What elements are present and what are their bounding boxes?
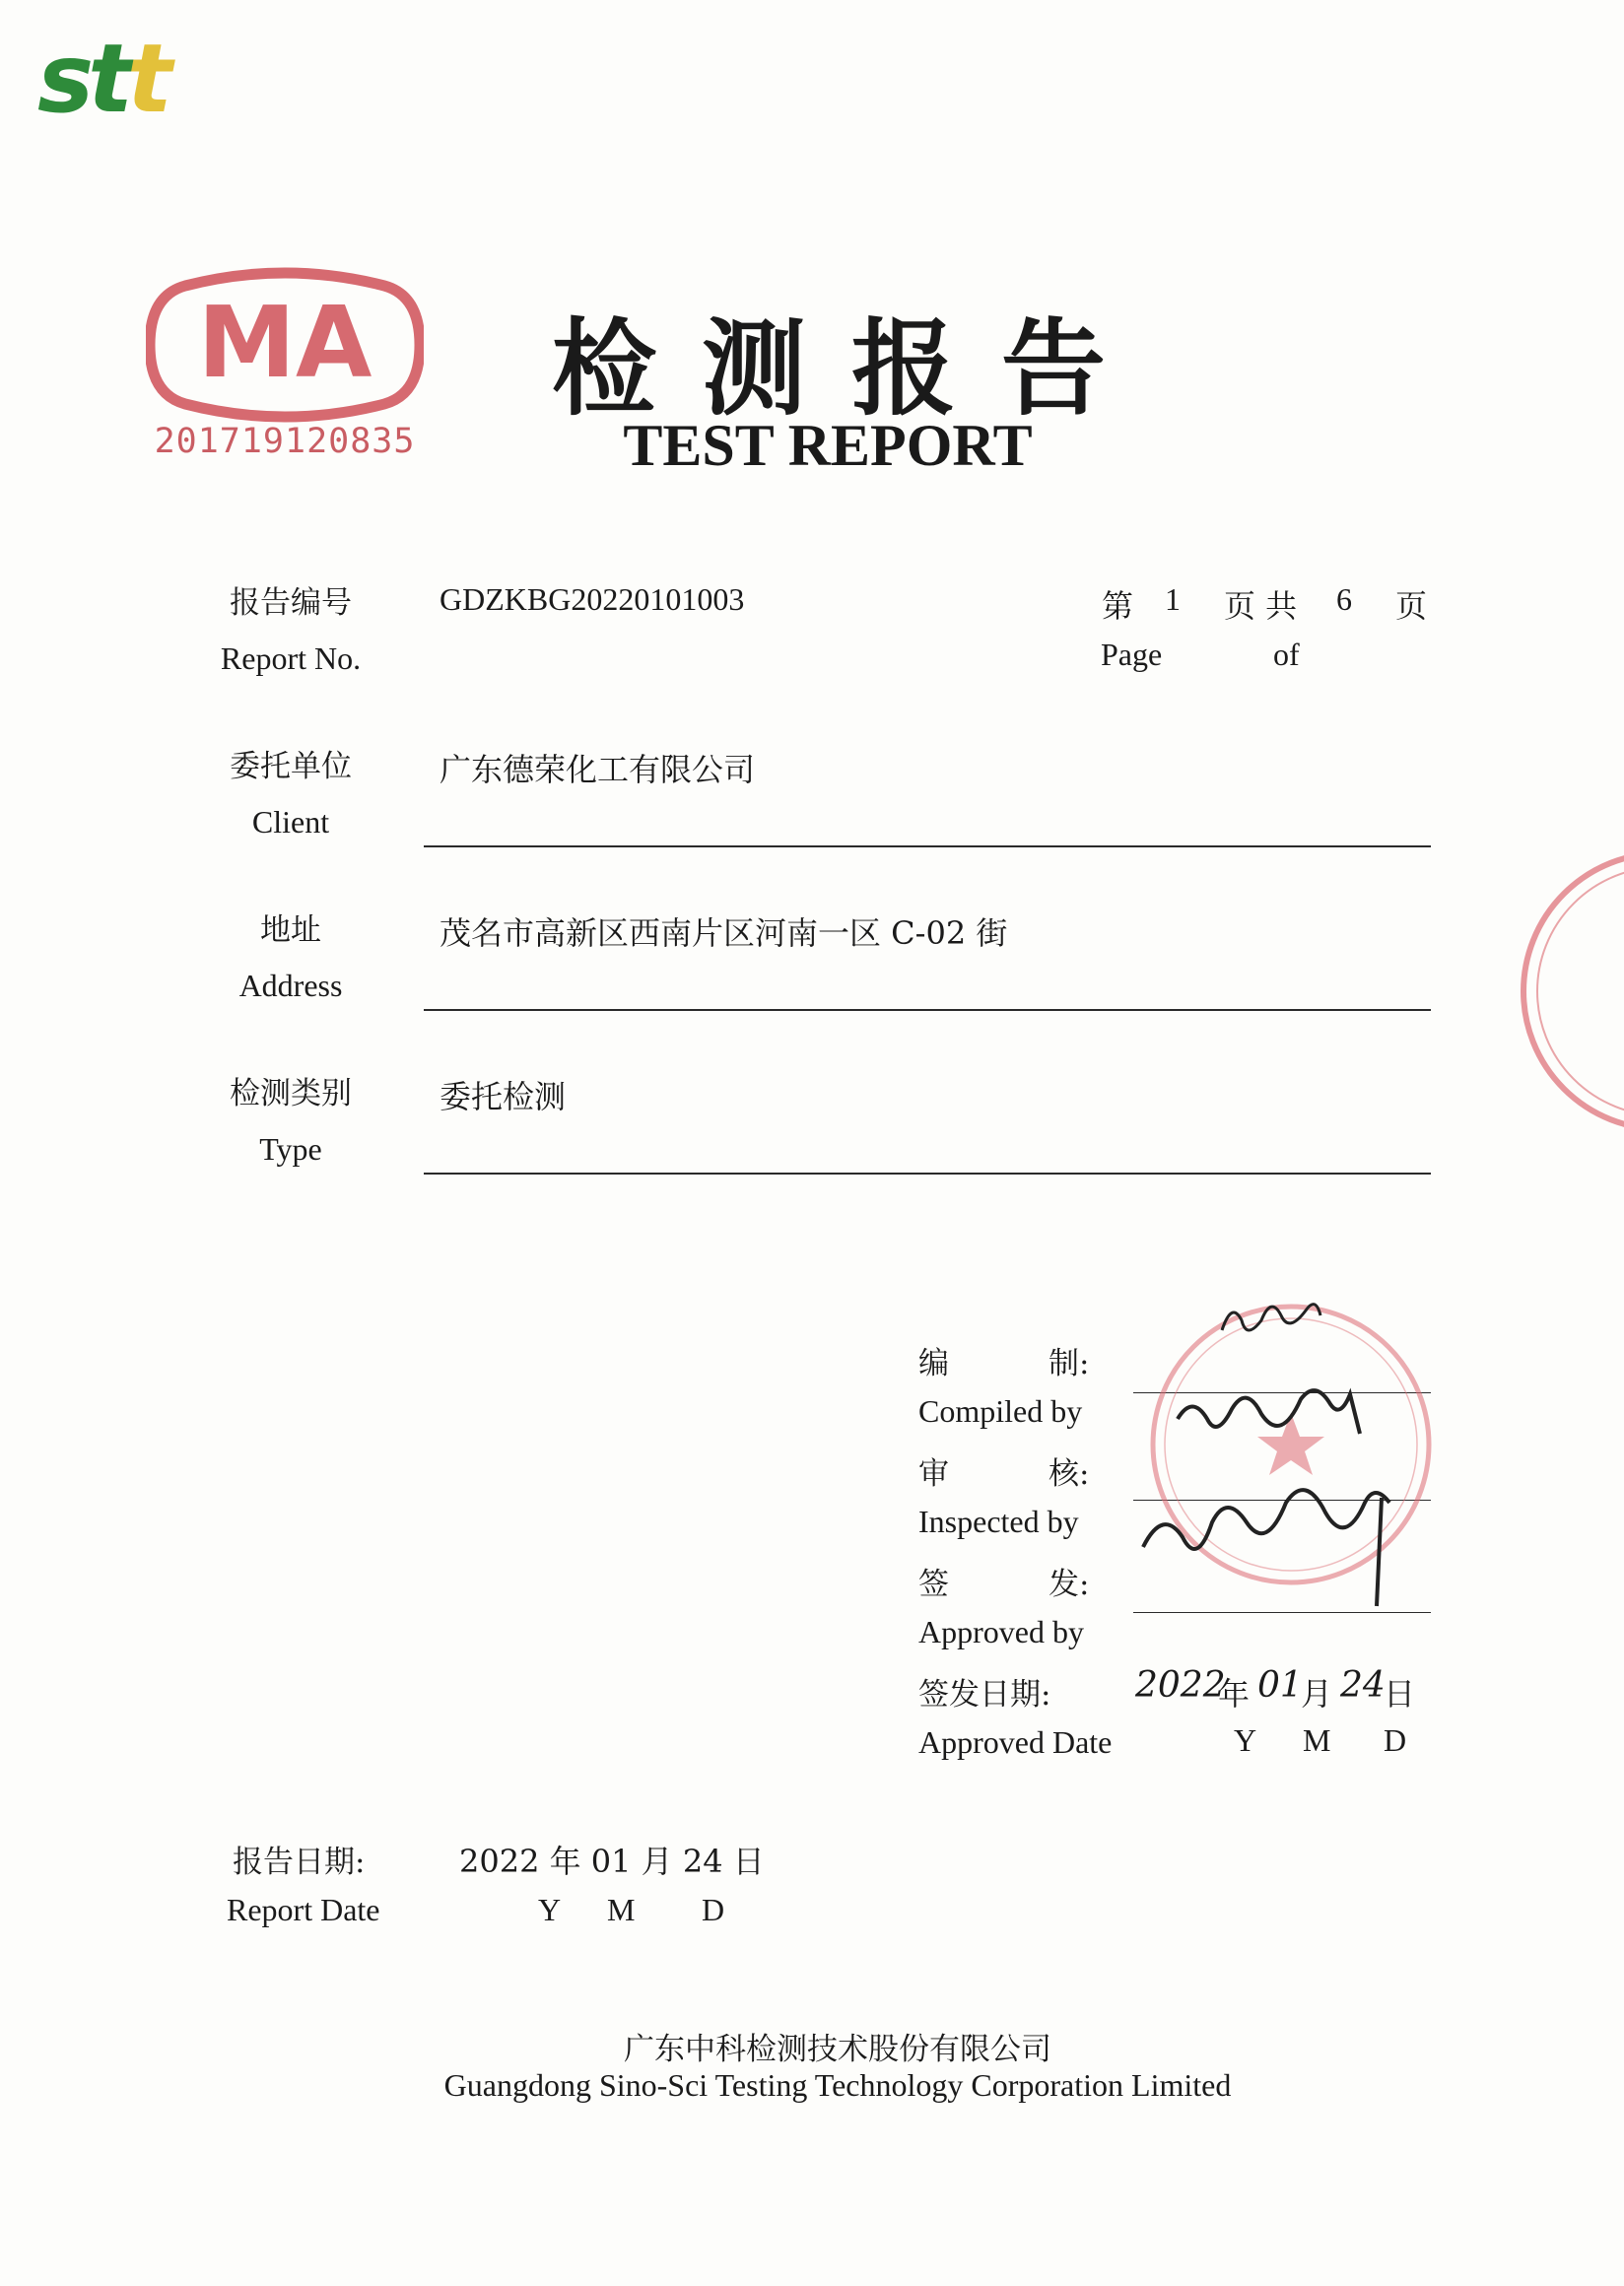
report-date-label-cn: 报告日期: — [233, 1845, 366, 1880]
inspected-label-en: Inspected by — [918, 1504, 1079, 1539]
page-label-cn-mid: 页 共 — [1224, 587, 1298, 625]
approved-date-m: M — [1303, 1722, 1331, 1758]
approved-date-month: 01 — [1257, 1665, 1303, 1706]
report-no-label-cn: 报告编号 — [230, 585, 352, 621]
address-value: 茂名市高新区西南片区河南一区 C-02 街 — [440, 914, 1008, 952]
approved-date-y: Y — [1234, 1722, 1257, 1758]
compiled-label-en: Compiled by — [918, 1393, 1083, 1429]
report-date-m: M — [607, 1892, 636, 1927]
type-label-cn: 检测类别 — [230, 1076, 352, 1111]
approved-date-month-unit: 月 — [1301, 1675, 1333, 1713]
inspected-signature — [1178, 1390, 1360, 1434]
address-label-en: Address — [238, 968, 343, 1003]
approved-label-cn-1: 签 — [918, 1567, 949, 1602]
cma-stamp-text: MA — [197, 285, 372, 400]
client-label-cn: 委托单位 — [230, 749, 352, 784]
report-no-label-en: Report No. — [220, 640, 362, 676]
address-rule — [424, 1009, 1431, 1011]
approved-date-day: 24 — [1340, 1665, 1386, 1706]
of-label-en: of — [1273, 637, 1300, 672]
approved-date-day-unit: 日 — [1384, 1675, 1416, 1713]
inspected-label-cn-2: 核: — [1049, 1456, 1090, 1492]
page-current: 1 — [1165, 581, 1181, 617]
approved-date-label-en: Approved Date — [918, 1724, 1113, 1760]
compiled-signature — [1222, 1305, 1320, 1330]
type-value: 委托检测 — [440, 1078, 567, 1115]
page-label-cn-prefix: 第 — [1102, 587, 1134, 625]
report-no-value: GDZKBG20220101003 — [440, 581, 745, 617]
logo-letter-t2: t — [127, 24, 167, 134]
footer-company-en: Guangdong Sino-Sci Testing Technology Corporation Limited — [443, 2067, 1232, 2103]
stt-logo — [37, 24, 167, 134]
title-cn: 检测报告 — [552, 306, 1151, 430]
logo-letter-t1: t — [88, 24, 128, 134]
logo-letter-s: s — [37, 24, 89, 134]
page-total: 6 — [1336, 581, 1352, 617]
approved-signature — [1143, 1490, 1389, 1606]
client-rule — [424, 845, 1431, 847]
approved-label-en: Approved by — [918, 1614, 1084, 1649]
inspected-label-cn-1: 审 — [918, 1456, 949, 1492]
report-date-value: 2022 年 01 月 24 日 — [459, 1843, 765, 1880]
client-label-en: Client — [251, 804, 330, 840]
type-rule — [424, 1173, 1431, 1175]
page-label-cn-suffix: 页 — [1395, 587, 1428, 625]
report-date-d: D — [702, 1892, 725, 1927]
approved-date-label-cn: 签发日期: — [918, 1677, 1051, 1713]
approved-date-year: 2022 — [1135, 1665, 1226, 1706]
cma-stamp — [146, 266, 424, 424]
report-date-y: Y — [538, 1892, 562, 1927]
page-label-en: Page — [1101, 637, 1163, 672]
footer-company-cn: 广东中科检测技术股份有限公司 — [624, 2032, 1051, 2067]
cma-number: 201719120835 — [154, 422, 416, 461]
compiled-label-cn-2: 制: — [1049, 1346, 1090, 1381]
address-label-cn: 地址 — [260, 912, 321, 948]
handwritten-signatures — [1133, 1281, 1439, 1646]
client-value: 广东德荣化工有限公司 — [440, 751, 756, 788]
approved-date-year-unit: 年 — [1218, 1675, 1251, 1713]
report-date-label-en: Report Date — [227, 1892, 380, 1927]
approved-label-cn-2: 发: — [1049, 1567, 1090, 1602]
compiled-label-cn-1: 编 — [918, 1346, 949, 1381]
side-seal — [1514, 843, 1624, 1139]
type-label-en: Type — [259, 1131, 322, 1167]
approved-date-d: D — [1384, 1722, 1407, 1758]
title-en: TEST REPORT — [623, 413, 1033, 478]
